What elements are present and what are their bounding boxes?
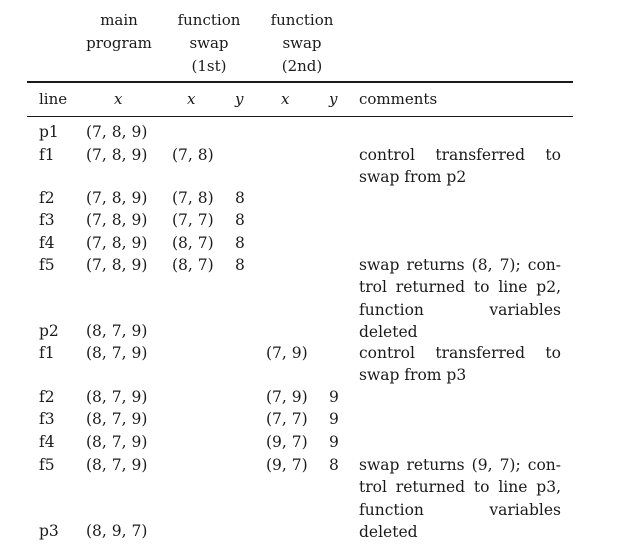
table-row bbox=[0, 408, 618, 430]
row-line-label: f2 bbox=[39, 388, 55, 406]
header-swap-second-line: (2nd) bbox=[281, 57, 323, 75]
comment-line: swap returns (9, 7); con- bbox=[359, 456, 561, 474]
row-swap1-y: 8 bbox=[235, 189, 245, 207]
table-row bbox=[0, 209, 618, 231]
row-main-x: (7, 8, 9) bbox=[86, 123, 148, 141]
row-swap1-y: 8 bbox=[235, 256, 245, 274]
row-swap1-x: (7, 8) bbox=[172, 146, 214, 164]
header-main-program bbox=[78, 9, 160, 55]
row-swap2-y: 8 bbox=[329, 456, 339, 474]
table-row bbox=[0, 320, 618, 342]
row-main-x: (7, 8, 9) bbox=[86, 211, 148, 229]
row-swap1-x: (7, 8) bbox=[172, 189, 214, 207]
row-line-label: f4 bbox=[39, 433, 55, 451]
table-row bbox=[0, 187, 618, 209]
comment-line: control transferred to bbox=[359, 146, 561, 164]
table-row bbox=[0, 431, 618, 453]
row-line-label: p2 bbox=[39, 322, 59, 340]
column-header-swap1-x: x bbox=[187, 90, 196, 108]
header-swap-second-line: function bbox=[270, 11, 334, 29]
comment-line: swap from p3 bbox=[359, 366, 467, 385]
row-main-x: (7, 8, 9) bbox=[86, 256, 148, 274]
row-swap2-y: 9 bbox=[329, 433, 339, 451]
row-line-label: f3 bbox=[39, 410, 55, 428]
row-main-x: (8, 7, 9) bbox=[86, 388, 148, 406]
comment-line: control transferred to bbox=[359, 344, 561, 362]
header-swap-first-line: (1st) bbox=[191, 57, 227, 75]
table-row bbox=[0, 342, 618, 385]
row-swap2-x: (7, 9) bbox=[266, 388, 308, 406]
row-main-x: (7, 8, 9) bbox=[86, 189, 148, 207]
row-swap2-x: (7, 7) bbox=[266, 410, 308, 428]
row-line-label: f5 bbox=[39, 456, 55, 474]
row-line-label: f3 bbox=[39, 211, 55, 229]
row-swap1-x: (8, 7) bbox=[172, 234, 214, 252]
row-main-x: (8, 7, 9) bbox=[86, 410, 148, 428]
row-main-x: (8, 9, 7) bbox=[86, 522, 148, 540]
row-line-label: f2 bbox=[39, 189, 55, 207]
header-main-program-line: main bbox=[100, 11, 138, 29]
row-swap2-y: 9 bbox=[329, 410, 339, 428]
row-line-label: f4 bbox=[39, 234, 55, 252]
row-comment bbox=[359, 144, 561, 189]
row-line-label: p1 bbox=[39, 123, 59, 141]
comment-line: function variables deleted bbox=[359, 500, 561, 542]
header-swap-second-line: swap bbox=[282, 34, 322, 52]
row-main-x: (8, 7, 9) bbox=[86, 322, 148, 340]
top-rule bbox=[27, 81, 573, 83]
row-comment bbox=[359, 342, 561, 387]
row-line-label: f1 bbox=[39, 344, 55, 362]
row-main-x: (8, 7, 9) bbox=[86, 433, 148, 451]
table-row bbox=[0, 144, 618, 187]
row-swap1-x: (8, 7) bbox=[172, 256, 214, 274]
row-line-label: f5 bbox=[39, 256, 55, 274]
row-main-x: (8, 7, 9) bbox=[86, 456, 148, 474]
column-header-line: line bbox=[39, 90, 68, 108]
row-main-x: (8, 7, 9) bbox=[86, 344, 148, 362]
column-header-main-x: x bbox=[114, 90, 123, 108]
row-main-x: (7, 8, 9) bbox=[86, 234, 148, 252]
comment-line: trol returned to line p2, bbox=[359, 278, 561, 297]
row-swap1-x: (7, 7) bbox=[172, 211, 214, 229]
comment-line: function variables deleted bbox=[359, 300, 561, 342]
table-row bbox=[0, 232, 618, 254]
row-swap1-y: 8 bbox=[235, 211, 245, 229]
comment-line: trol returned to line p3, bbox=[359, 478, 561, 497]
row-line-label: f1 bbox=[39, 146, 55, 164]
column-header-swap2-x: x bbox=[281, 90, 290, 108]
row-swap2-x: (9, 7) bbox=[266, 456, 308, 474]
comment-line: swap returns (8, 7); con- bbox=[359, 256, 561, 274]
header-rule bbox=[27, 116, 573, 117]
header-main-program-line: program bbox=[86, 34, 152, 52]
column-header-swap2-y: y bbox=[329, 90, 338, 108]
header-swap-first bbox=[168, 9, 250, 78]
comment-line: swap from p2 bbox=[359, 168, 467, 187]
row-swap2-x: (9, 7) bbox=[266, 433, 308, 451]
column-header-comments: comments bbox=[359, 90, 438, 108]
column-header-swap1-y: y bbox=[235, 90, 244, 108]
row-swap2-x: (7, 9) bbox=[266, 344, 308, 362]
header-swap-first-line: swap bbox=[189, 34, 229, 52]
header-swap-second bbox=[261, 9, 343, 78]
row-main-x: (7, 8, 9) bbox=[86, 146, 148, 164]
table-row bbox=[0, 386, 618, 408]
table-row bbox=[0, 520, 618, 542]
row-swap2-y: 9 bbox=[329, 388, 339, 406]
row-swap1-y: 8 bbox=[235, 234, 245, 252]
table-row bbox=[0, 121, 618, 143]
header-swap-first-line: function bbox=[177, 11, 241, 29]
row-line-label: p3 bbox=[39, 522, 59, 540]
